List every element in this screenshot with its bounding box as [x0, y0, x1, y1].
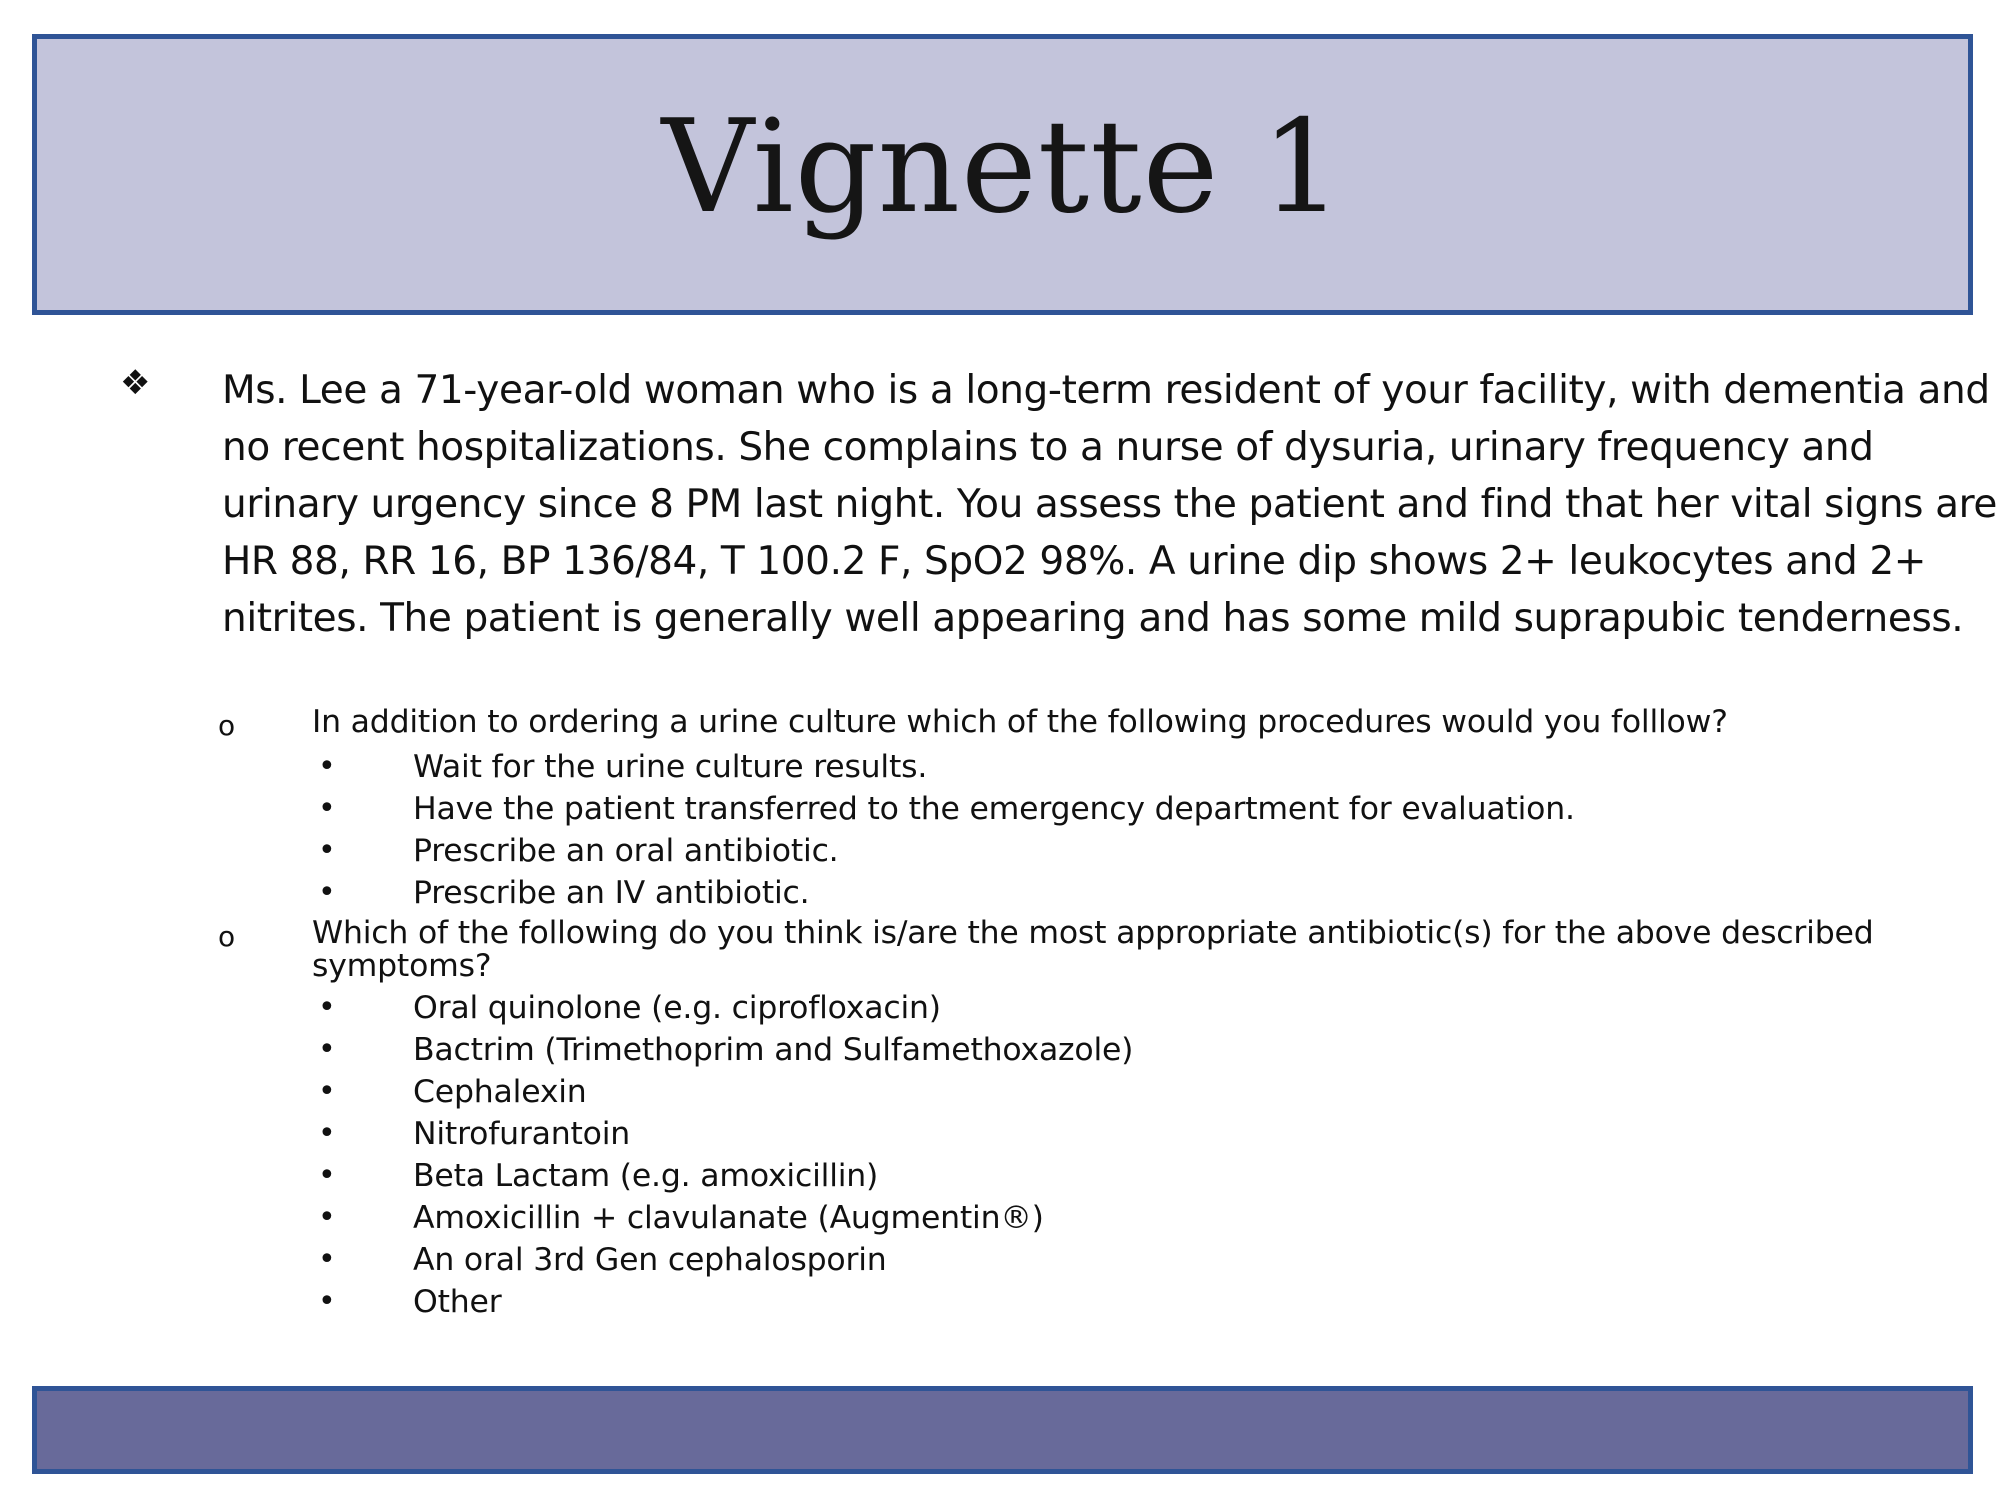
list-item	[218, 788, 1718, 830]
bullet-icon: •	[318, 1158, 336, 1193]
list-item	[218, 1029, 1718, 1071]
option-text: Oral quinolone (e.g. ciprofloxacin)	[413, 990, 941, 1026]
bullet-icon: •	[318, 1242, 336, 1277]
list-item	[218, 1155, 1718, 1197]
list-item	[218, 1239, 1718, 1281]
option-text: Have the patient transferred to the emergency department for evaluation.	[413, 791, 1575, 827]
bullet-icon: •	[318, 833, 336, 868]
case-paragraph: Ms. Lee a 71-year-old woman who is a long-term resident of your facility, with dementia and no recent hospitalizations. She complains to a nurse of dysuria, urinary frequency and urinary urgency since 8 PM last night. You assess the patient and find that her vital signs are HR 88, RR 16, BP 136/84, T 100.2 F, SpO2 98%. A urine dip shows 2+ leukocytes and 2+ nitrites. The patient is generally well appearing and has some mild suprapubic tenderness.	[222, 368, 1997, 641]
bullet-icon: •	[318, 1200, 336, 1235]
list-item	[218, 1197, 1718, 1239]
option-text: Wait for the urine culture results.	[413, 749, 928, 785]
bullet-icon: •	[318, 1116, 336, 1151]
list-item	[218, 830, 1718, 872]
list-item	[218, 746, 1718, 788]
option-text: Prescribe an IV antibiotic.	[413, 875, 810, 911]
footer-bar	[32, 1386, 1973, 1474]
list-item	[218, 1071, 1718, 1113]
option-text: An oral 3rd Gen cephalosporin	[413, 1242, 887, 1278]
bullet-icon: •	[318, 1284, 336, 1319]
bullet-icon: •	[318, 791, 336, 826]
circle-bullet-icon: o	[218, 920, 236, 953]
diamond-bullet-icon: ❖	[120, 363, 151, 403]
list-item	[218, 1281, 1718, 1323]
option-text: Cephalexin	[413, 1074, 587, 1110]
bullet-icon: •	[318, 875, 336, 910]
bullet-icon: •	[318, 749, 336, 784]
question-1-text: In addition to ordering a urine culture which of the following procedures would you folllow?	[312, 704, 1728, 740]
slide-title: Vignette 1	[661, 93, 1344, 242]
option-text: Bactrim (Trimethoprim and Sulfamethoxazole)	[413, 1032, 1134, 1068]
question-2-text: Which of the following do you think is/are the most appropriate antibiotic(s) for the above described symptoms?	[312, 915, 1874, 984]
circle-bullet-icon: o	[218, 709, 236, 742]
option-text: Beta Lactam (e.g. amoxicillin)	[413, 1158, 879, 1194]
option-text: Prescribe an oral antibiotic.	[413, 833, 839, 869]
list-item	[218, 872, 1718, 914]
option-text: Amoxicillin + clavulanate (Augmentin®)	[413, 1200, 1044, 1236]
bullet-icon: •	[318, 1032, 336, 1067]
bullet-icon: •	[318, 1074, 336, 1109]
option-text: Other	[413, 1284, 502, 1320]
bullet-icon: •	[318, 990, 336, 1025]
title-banner	[32, 34, 1973, 315]
option-text: Nitrofurantoin	[413, 1116, 631, 1152]
list-item	[218, 987, 1718, 1029]
list-item	[218, 1113, 1718, 1155]
